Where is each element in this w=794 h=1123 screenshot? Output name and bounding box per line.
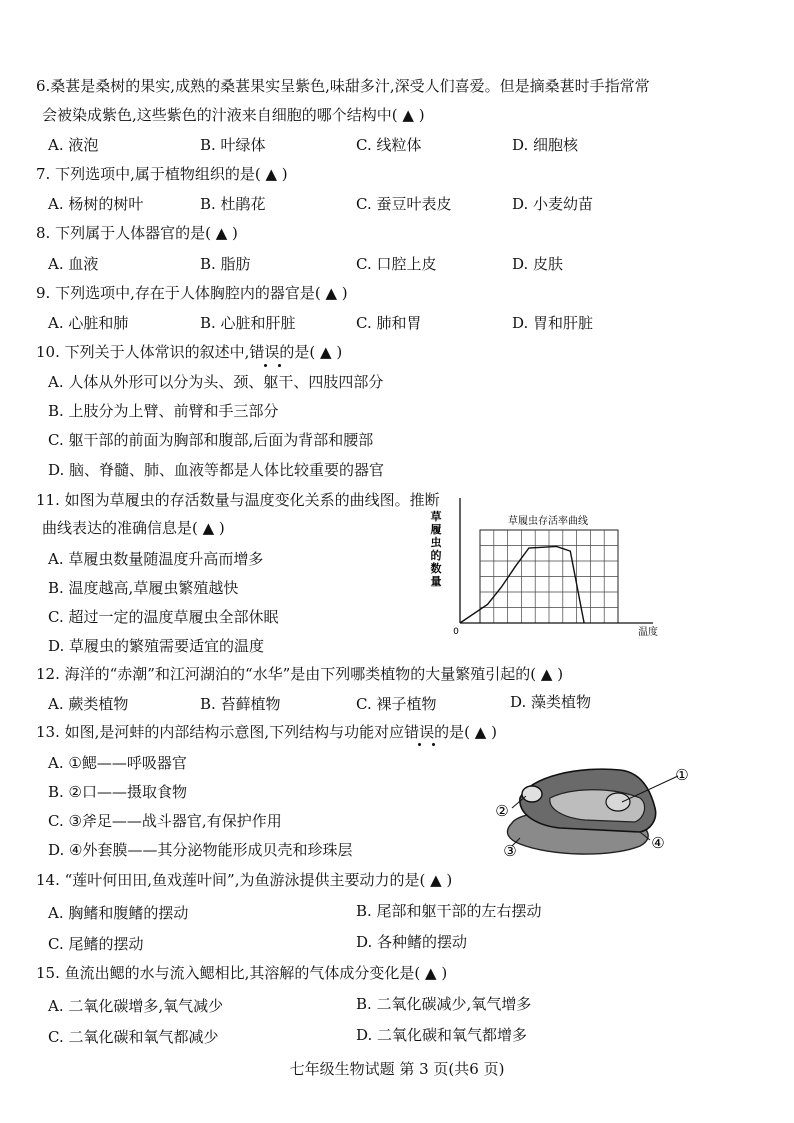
q7-option-d: D. 小麦幼苗 bbox=[512, 195, 594, 213]
chart-grid bbox=[480, 530, 618, 623]
q10-stem: 10. 下列关于人体常识的叙述中,错误的是( ▲ ) bbox=[36, 343, 343, 361]
q8-option-c: C. 口腔上皮 bbox=[356, 255, 437, 273]
emphasis-dot bbox=[264, 364, 267, 367]
figure-label-3: ③ bbox=[503, 842, 517, 860]
q14-option-b: B. 尾部和躯干部的左右摆动 bbox=[356, 902, 542, 920]
q9-option-d: D. 胃和肝脏 bbox=[512, 314, 594, 332]
q7-option-a: A. 杨树的树叶 bbox=[48, 195, 144, 213]
q10-option-a: A. 人体从外形可以分为头、颈、躯干、四肢四部分 bbox=[48, 373, 384, 391]
q15-stem: 15. 鱼流出鳃的水与流入鳃相比,其溶解的气体成分变化是( ▲ ) bbox=[36, 964, 448, 982]
q13-stem: 13. 如图,是河蚌的内部结构示意图,下列结构与功能对应错误的是( ▲ ) bbox=[36, 723, 497, 741]
q6-option-d: D. 细胞核 bbox=[512, 136, 579, 154]
chart-ylabel-char: 草 bbox=[430, 510, 442, 523]
chart-xlabel: 温度 bbox=[638, 627, 658, 638]
q13-option-c: C. ③斧足——战斗器官,有保护作用 bbox=[48, 812, 282, 830]
q15-option-d: D. 二氧化碳和氧气都增多 bbox=[356, 1026, 528, 1044]
q15-option-b: B. 二氧化碳减少,氧气增多 bbox=[356, 995, 532, 1013]
q14-option-c: C. 尾鳍的摆动 bbox=[48, 935, 144, 953]
page-footer: 七年级生物试题 第 3 页(共6 页) bbox=[289, 1060, 505, 1078]
chart-ylabel-char: 数 bbox=[430, 562, 442, 575]
q8-option-b: B. 脂肪 bbox=[200, 255, 251, 273]
q9-stem: 9. 下列选项中,存在于人体胸腔内的器官是( ▲ ) bbox=[36, 284, 348, 302]
q11-option-b: B. 温度越高,草履虫繁殖越快 bbox=[48, 579, 239, 597]
q11-option-d: D. 草履虫的繁殖需要适宜的温度 bbox=[48, 637, 265, 655]
mussel-gill bbox=[606, 793, 630, 811]
paramecium-survival-chart bbox=[418, 490, 668, 640]
figure-label-4: ④ bbox=[651, 834, 665, 852]
figure-label-2: ② bbox=[495, 802, 509, 820]
chart-origin-label: 0 bbox=[453, 627, 459, 637]
q7-stem: 7. 下列选项中,属于植物组织的是( ▲ ) bbox=[36, 165, 288, 183]
q10-option-d: D. 脑、脊髓、肺、血液等都是人体比较重要的器官 bbox=[48, 461, 385, 479]
chart-ylabel-char: 虫 bbox=[430, 536, 442, 549]
q11-stem-line2: 曲线表达的准确信息是( ▲ ) bbox=[42, 519, 225, 537]
q6-option-b: B. 叶绿体 bbox=[200, 136, 266, 154]
chart-ylabel bbox=[431, 509, 442, 588]
q6-option-a: A. 液泡 bbox=[48, 136, 99, 154]
q9-option-b: B. 心脏和肝脏 bbox=[200, 314, 296, 332]
emphasis-dot bbox=[432, 743, 435, 746]
emphasis-dot bbox=[278, 364, 281, 367]
q9-option-a: A. 心脏和肺 bbox=[48, 314, 129, 332]
figure-label-1: ① bbox=[675, 766, 689, 784]
emphasis-dot bbox=[418, 743, 421, 746]
mussel-structure-figure bbox=[490, 758, 690, 868]
chart-title: 草履虫存活率曲线 bbox=[508, 516, 588, 527]
chart-ylabel-char: 量 bbox=[430, 575, 442, 588]
q14-option-d: D. 各种鳍的摆动 bbox=[356, 933, 468, 951]
q11-stem-line1: 11. 如图为草履虫的存活数量与温度变化关系的曲线图。推断 bbox=[36, 491, 440, 509]
q13-option-a: A. ①鳃——呼吸器官 bbox=[48, 754, 187, 772]
q14-stem: 14. “莲叶何田田,鱼戏莲叶间”,为鱼游泳提供主要动力的是( ▲ ) bbox=[36, 871, 453, 889]
q12-option-d: D. 藻类植物 bbox=[510, 693, 592, 711]
q11-option-a: A. 草履虫数量随温度升高而增多 bbox=[48, 550, 264, 568]
q14-option-a: A. 胸鳍和腹鳍的摆动 bbox=[48, 904, 189, 922]
q12-option-b: B. 苔藓植物 bbox=[200, 695, 281, 713]
q12-option-a: A. 蕨类植物 bbox=[48, 695, 129, 713]
q15-option-c: C. 二氧化碳和氧气都减少 bbox=[48, 1028, 219, 1046]
q12-stem: 12. 海洋的“赤潮”和江河湖泊的“水华”是由下列哪类植物的大量繁殖引起的( ▲ ) bbox=[36, 665, 564, 683]
q12-option-c: C. 裸子植物 bbox=[356, 695, 437, 713]
q6-stem-line2: 会被染成紫色,这些紫色的汁液来自细胞的哪个结构中( ▲ ) bbox=[42, 106, 425, 124]
q10-option-c: C. 躯干部的前面为胸部和腹部,后面为背部和腰部 bbox=[48, 431, 374, 449]
q15-option-a: A. 二氧化碳增多,氧气减少 bbox=[48, 997, 224, 1015]
q10-option-b: B. 上肢分为上臂、前臂和手三部分 bbox=[48, 402, 279, 420]
q8-option-a: A. 血液 bbox=[48, 255, 99, 273]
q6-option-c: C. 线粒体 bbox=[356, 136, 422, 154]
mussel-mouth bbox=[522, 786, 542, 802]
q11-option-c: C. 超过一定的温度草履虫全部休眠 bbox=[48, 608, 279, 626]
q8-option-d: D. 皮肤 bbox=[512, 255, 564, 273]
q13-option-d: D. ④外套膜——其分泌物能形成贝壳和珍珠层 bbox=[48, 841, 353, 859]
series-line bbox=[460, 546, 584, 623]
chart-ylabel-char: 的 bbox=[430, 549, 442, 562]
q7-option-b: B. 杜鹃花 bbox=[200, 195, 266, 213]
chart-ylabel-char: 履 bbox=[430, 523, 442, 536]
q6-stem-line1: 6.桑葚是桑树的果实,成熟的桑葚果实呈紫色,味甜多汁,深受人们喜爱。但是摘桑葚时手指常常 bbox=[36, 77, 650, 95]
q9-option-c: C. 肺和胃 bbox=[356, 314, 422, 332]
q7-option-c: C. 蚕豆叶表皮 bbox=[356, 195, 452, 213]
q13-option-b: B. ②口——摄取食物 bbox=[48, 783, 188, 801]
q8-stem: 8. 下列属于人体器官的是( ▲ ) bbox=[36, 224, 238, 242]
